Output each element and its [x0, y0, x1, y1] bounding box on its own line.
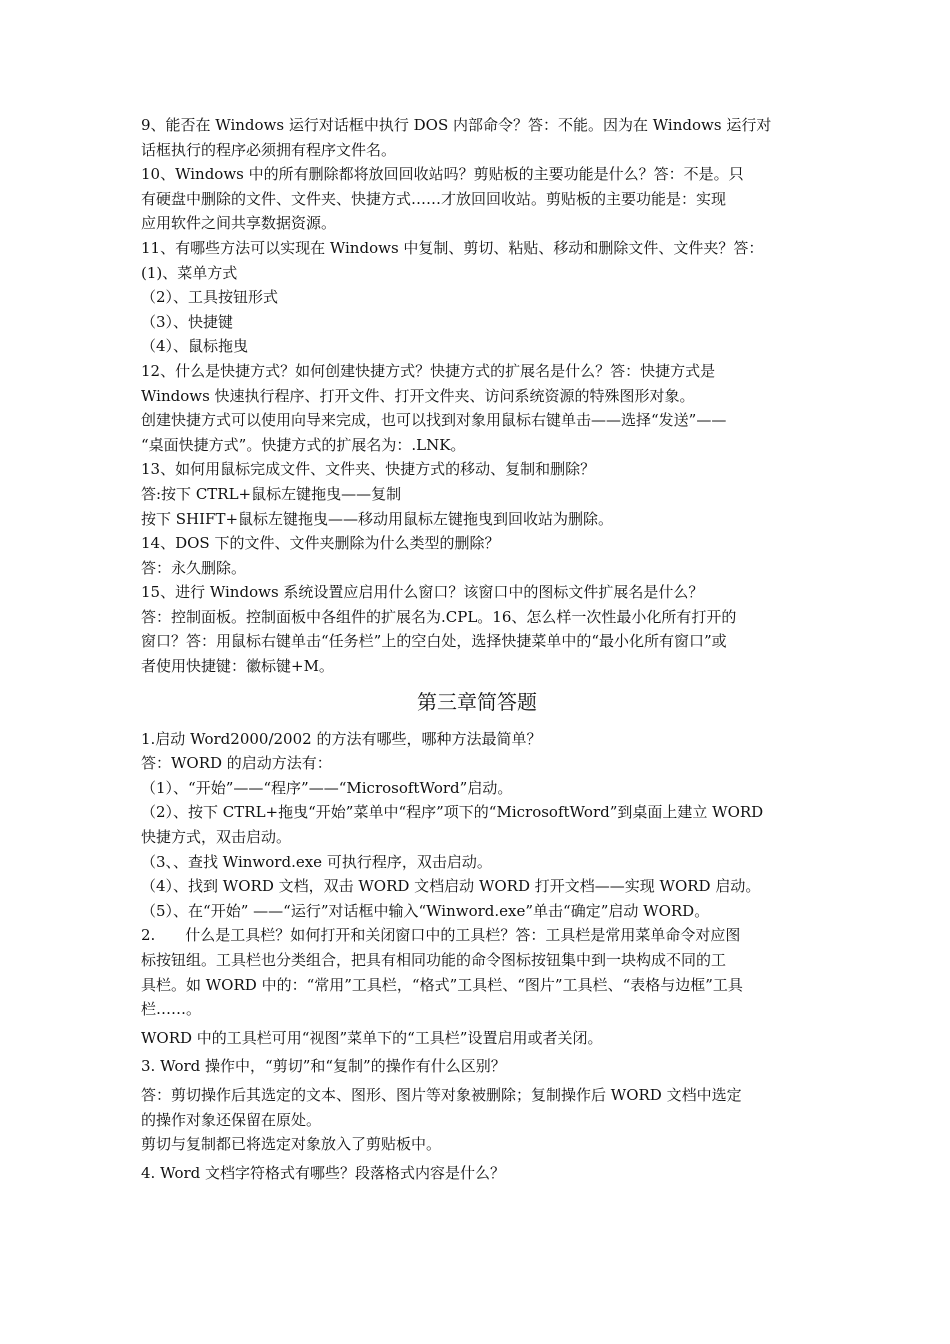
question-13 [141, 457, 813, 531]
text-line: 创建快捷方式可以使用向导来完成，也可以找到对象用鼠标右键单击——选择“发送”—— [141, 411, 727, 430]
list-item: （5）、在“开始” ——“运行”对话框中输入“Winword.exe”单击“确定”启动 WORD。 [141, 901, 710, 920]
list-item: （3、、查找 Winword.exe 可执行程序，双击启动。 [141, 852, 492, 871]
list-item: （3）、快捷键 [141, 312, 234, 331]
text-line: 15、进行 Windows 系统设置应启用什么窗口？该窗口中的图标文件扩展名是什么？ [141, 583, 704, 602]
text-line: 窗口？答：用鼠标右键单击“任务栏”上的空白处，选择快捷菜单中的“最小化所有窗口”或 [141, 632, 727, 651]
text-line: 按下 SHIFT+鼠标左键拖曳——移动用鼠标左键拖曳到回收站为删除。 [141, 509, 614, 528]
chapter3-question-3: 3. Word 操作中，“剪切”和“复制”的操作有什么区别？ [141, 1057, 506, 1076]
chapter-title: 第三章简答题 [417, 689, 537, 714]
text-line: 应用软件之间共享数据资源。 [141, 214, 337, 233]
chapter3-question-4: 4. Word 文档字符格式有哪些？段落格式内容是什么？ [141, 1163, 506, 1182]
text-line: 的操作对象还保留在原处。 [141, 1110, 322, 1129]
text-line: 14、DOS 下的文件、文件夹删除为什么类型的删除？ [141, 534, 500, 553]
text-line: 具栏。如 WORD 中的：“常用”工具栏，“格式”工具栏、“图片”工具栏、“表格与边框”工具 [141, 975, 743, 994]
text-line: 13、如何用鼠标完成文件、文件夹、快捷方式的移动、复制和删除？ [141, 460, 596, 479]
text-line: Windows 快速执行程序、打开文件、打开文件夹、访问系统资源的特殊图形对象。 [141, 386, 695, 405]
list-item: （2）、工具按钮形式 [141, 288, 279, 307]
text-line: 标按钮组。工具栏也分类组合，把具有相同功能的命令图标按钮集中到一块构成不同的工 [141, 951, 727, 969]
text-line: 答：控制面板。控制面板中各组件的扩展名为.CPL。16、怎么样一次性最小化所有打开的 [141, 607, 737, 626]
text-line: 答:按下 CTRL+鼠标左键拖曳——复制 [141, 484, 402, 503]
list-item: （2）、按下 CTRL+拖曳“开始”菜单中“程序”项下的“MicrosoftWord”到桌面上建立 WORD [141, 803, 764, 822]
question-10 [141, 162, 813, 236]
question-15 [141, 580, 813, 678]
text-line: 答：永久删除。 [141, 558, 247, 577]
chapter3-question-2 [141, 923, 813, 1050]
text-line: 2. 什么是工具栏？如何打开和关闭窗口中的工具栏？答：工具栏是常用菜单命令对应图 [141, 926, 741, 945]
text-line: 话框执行的程序必须拥有程序文件名。 [141, 140, 397, 159]
text-line: 答：WORD 的启动方法有： [141, 754, 332, 773]
text-line: 11、有哪些方法可以实现在 Windows 中复制、剪切、粘贴、移动和删除文件、文件夹？答： [141, 238, 764, 257]
question-11 [141, 236, 813, 359]
list-item: （1）、“开始”——“程序”——“MicrosoftWord”启动。 [141, 778, 513, 797]
text-line: 快捷方式，双击启动。 [141, 828, 292, 847]
text-line: 有硬盘中删除的文件、文件夹、快捷方式……才放回回收站。剪贴板的主要功能是：实现 [141, 189, 727, 208]
list-item: (1)、菜单方式 [141, 263, 238, 282]
text-line: WORD 中的工具栏可用“视图”菜单下的“工具栏”设置启用或者关闭。 [141, 1028, 603, 1047]
text-line: 者使用快捷键：徽标键+M。 [141, 657, 334, 676]
chapter3-question-1 [141, 727, 813, 924]
chapter3-answer-3 [141, 1083, 813, 1157]
text-line: 9、能否在 Windows 运行对话框中执行 DOS 内部命令？答：不能。因为在 Windows 运行对 [141, 116, 772, 134]
text-line: 10、Windows 中的所有删除都将放回回收站吗？剪贴板的主要功能是什么？答：不是。只 [141, 165, 744, 184]
question-9 [141, 113, 813, 162]
question-14 [141, 531, 813, 580]
text-line: 栏……。 [141, 1000, 202, 1019]
document-page [141, 113, 813, 1185]
question-12 [141, 359, 813, 457]
list-item: （4）、鼠标拖曳 [141, 337, 249, 356]
text-line: 答：剪切操作后其选定的文本、图形、图片等对象被删除；复制操作后 WORD 文档中选定 [141, 1085, 742, 1104]
text-line: 剪切与复制都已将选定对象放入了剪贴板中。 [141, 1135, 442, 1154]
text-line: 12、什么是快捷方式？如何创建快捷方式？快捷方式的扩展名是什么？答：快捷方式是 [141, 361, 716, 380]
list-item: （4）、找到 WORD 文档，双击 WORD 文档启动 WORD 打开文档——实现 WORD 启动。 [141, 877, 761, 896]
text-line: “桌面快捷方式”。快捷方式的扩展名为：.LNK。 [141, 435, 466, 454]
text-line: 1.启动 Word2000/2002 的方法有哪些，哪种方法最简单？ [141, 729, 542, 748]
